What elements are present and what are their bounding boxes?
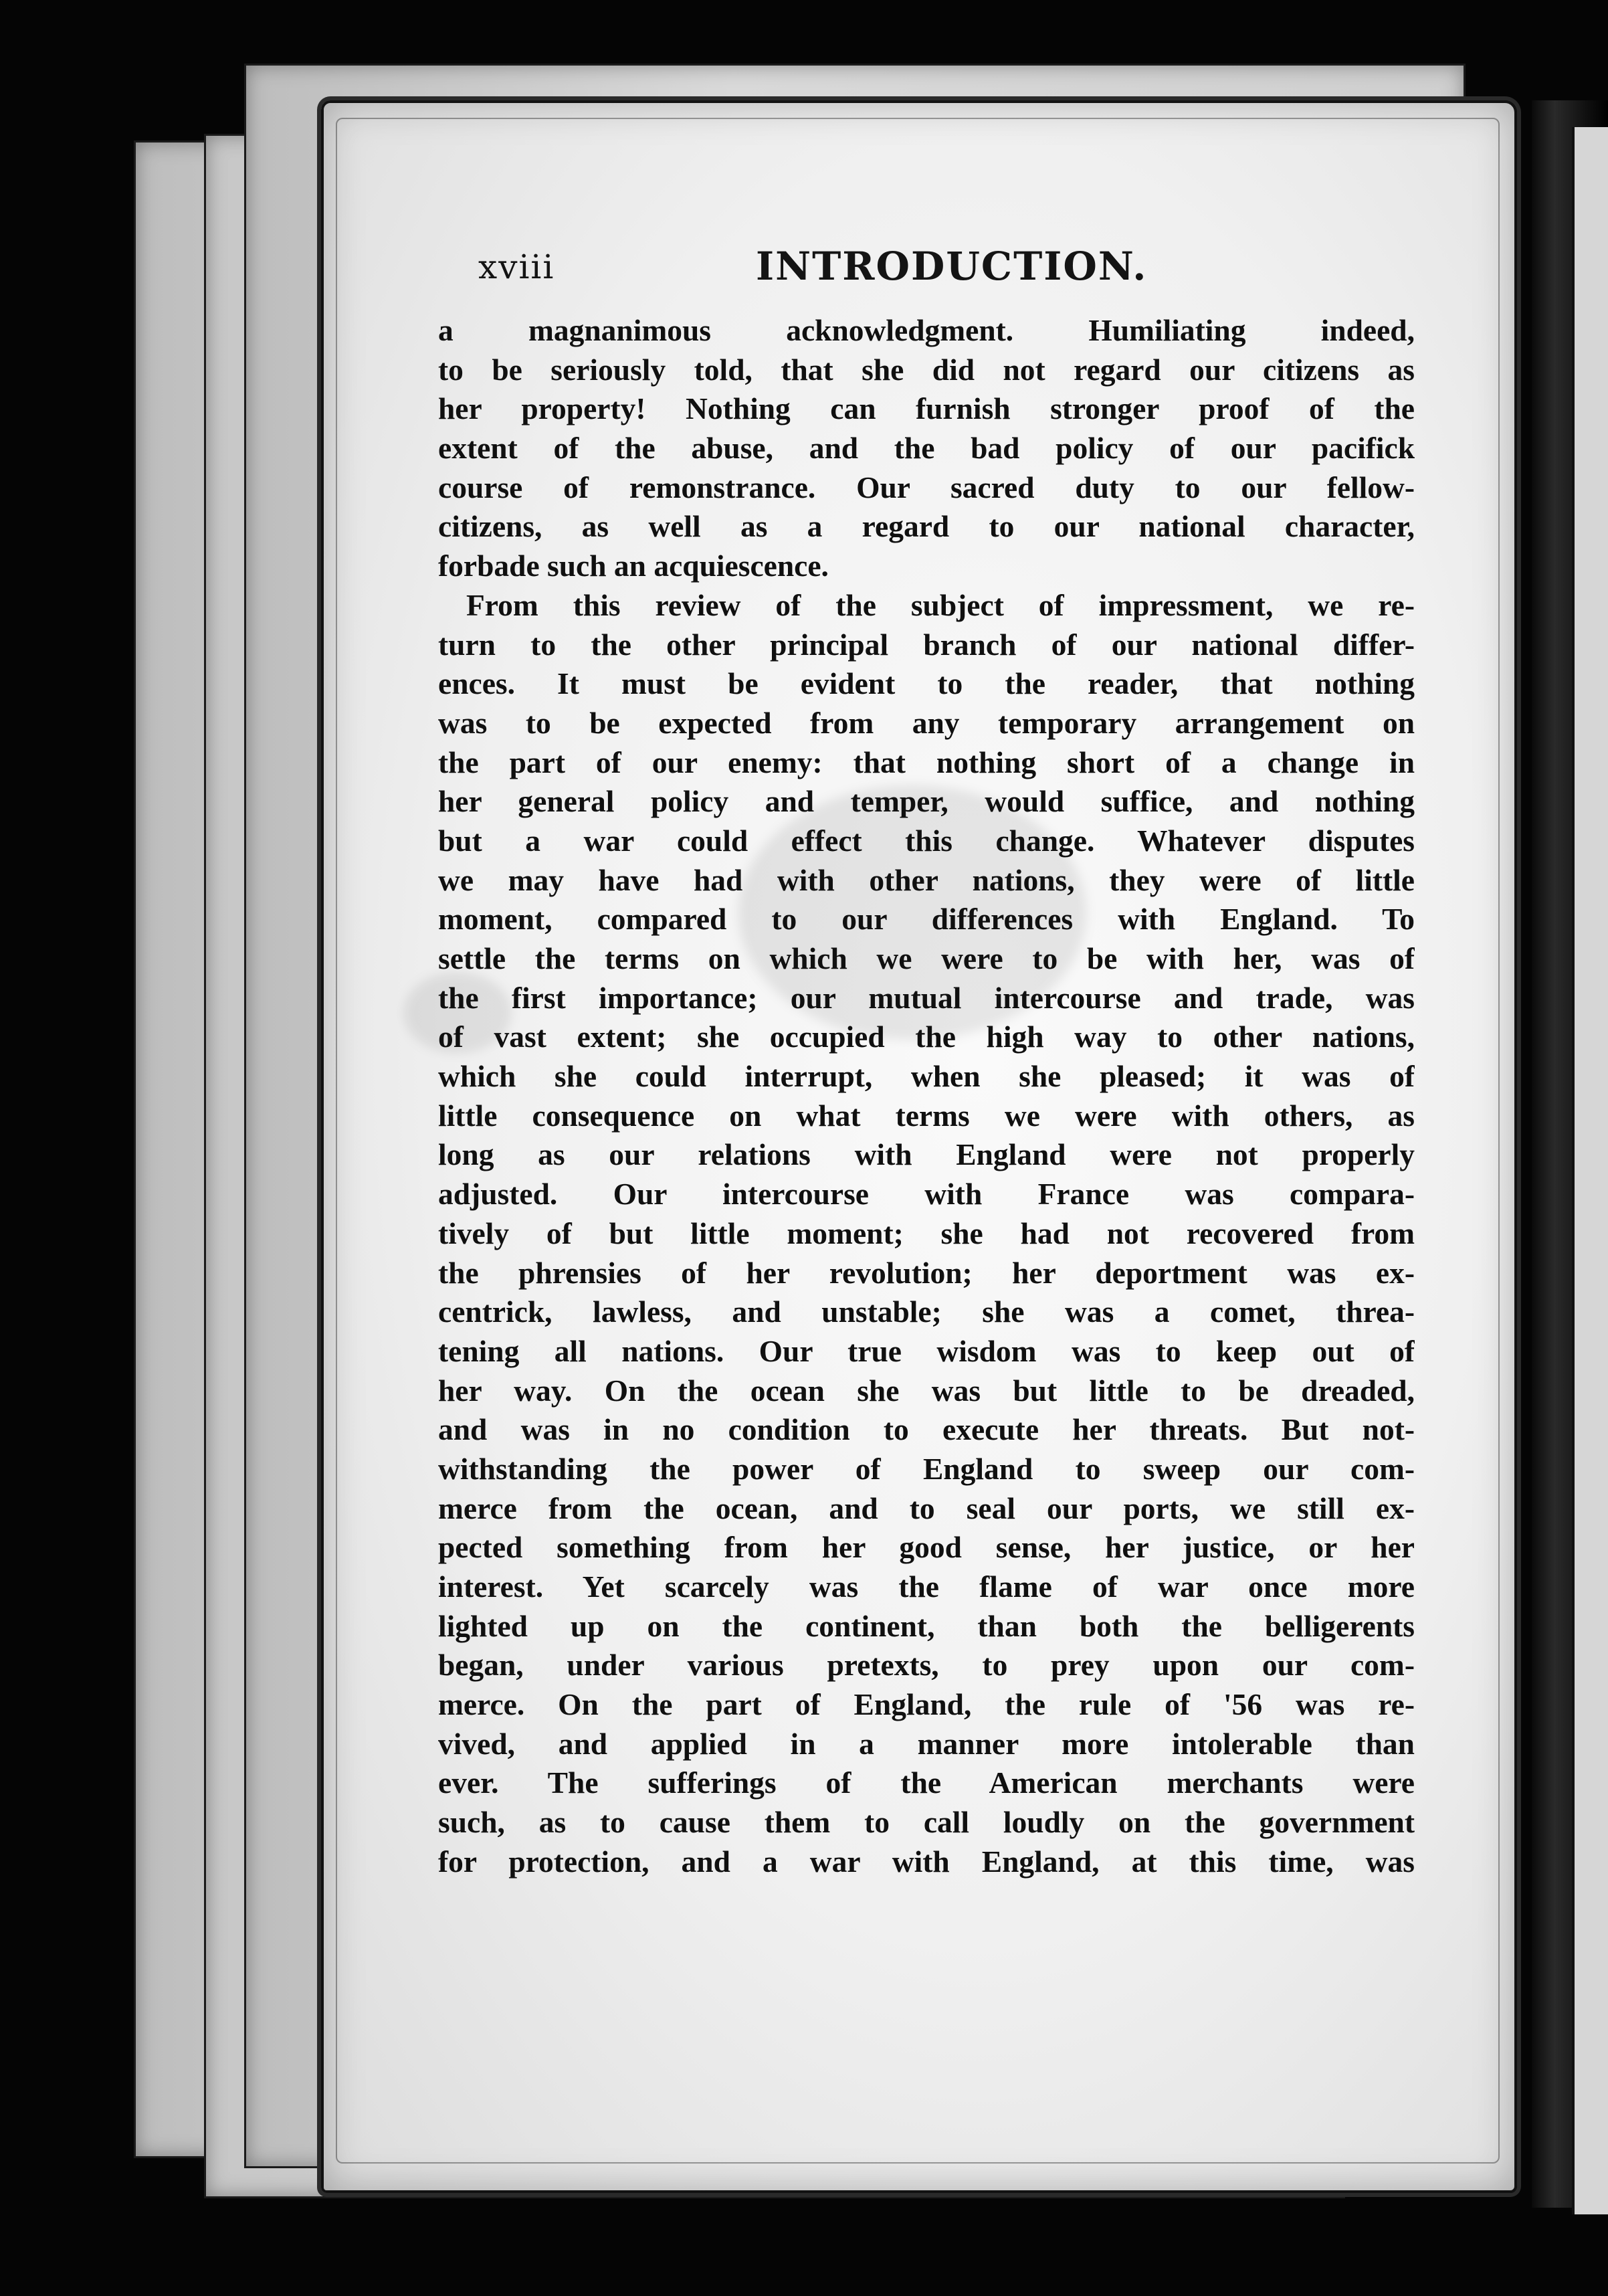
running-title: INTRODUCTION. <box>756 244 1148 289</box>
text-line: centrick, lawless, and unstable; she was a comet, threa- <box>438 1295 1415 1329</box>
text-line: her property! Nothing can furnish stronger proof of the <box>438 391 1415 426</box>
text-line: merce from the ocean, and to seal our ports, we still ex- <box>438 1491 1415 1525</box>
text-line: to be seriously told, that she did not regard our citizens as <box>438 352 1415 387</box>
text-line: for protection, and a war with England, at this time, was <box>438 1844 1415 1879</box>
text-line: course of remonstrance. Our sacred duty to our fellow- <box>438 470 1415 504</box>
text-line: tively of but little moment; she had not recovered from <box>438 1216 1415 1250</box>
running-head <box>478 244 1415 294</box>
text-line: long as our relations with England were not properly <box>438 1137 1415 1172</box>
text-line: we may have had with other nations, they were of little <box>438 862 1415 897</box>
text-line: such, as to cause them to call loudly on the government <box>438 1805 1415 1840</box>
text-line: ences. It must be evident to the reader, that nothing <box>438 666 1415 701</box>
text-line: lighted up on the continent, than both the belligerents <box>438 1608 1415 1643</box>
text-line: which she could interrupt, when she pleased; it was of <box>438 1059 1415 1094</box>
text-line: From this review of the subject of impressment, we re- <box>466 587 1415 622</box>
text-line: citizens, as well as a regard to our national character, <box>438 509 1415 544</box>
text-line: ever. The sufferings of the American merchants were <box>438 1765 1415 1800</box>
text-line: her way. On the ocean she was but little to be dreaded, <box>438 1373 1415 1408</box>
text-line: tening all nations. Our true wisdom was to keep out of <box>438 1333 1415 1368</box>
text-line: turn to the other principal branch of our national differ- <box>438 627 1415 662</box>
text-line: the part of our enemy: that nothing short of a change in <box>438 745 1415 779</box>
text-line: the phrensies of her revolution; her deportment was ex- <box>438 1255 1415 1290</box>
text-line: a magnanimous acknowledgment. Humiliating indeed, <box>438 313 1415 347</box>
text-line: vived, and applied in a manner more intolerable than <box>438 1726 1415 1761</box>
text-line: and was in no condition to execute her threats. But not- <box>438 1412 1415 1447</box>
text-line: withstanding the power of England to sweep our com- <box>438 1451 1415 1486</box>
text-line: settle the terms on which we were to be with her, was of <box>438 941 1415 975</box>
adjacent-page-edge <box>1572 127 1608 2214</box>
text-line: moment, compared to our differences with England. To <box>438 902 1415 937</box>
text-line: was to be expected from any temporary arrangement on <box>438 705 1415 740</box>
text-line: extent of the abuse, and the bad policy of our pacifick <box>438 431 1415 466</box>
text-line: little consequence on what terms we were with others, as <box>438 1098 1415 1133</box>
text-line: her general policy and temper, would suffice, and nothing <box>438 784 1415 819</box>
text-line: but a war could effect this change. Whatever disputes <box>438 823 1415 858</box>
text-line: the first importance; our mutual intercourse and trade, was <box>438 980 1415 1015</box>
body-text <box>438 311 1415 1882</box>
text-line: adjusted. Our intercourse with France was compara- <box>438 1177 1415 1212</box>
text-line: of vast extent; she occupied the high way to other nations, <box>438 1020 1415 1054</box>
page-number: xviii <box>478 248 555 286</box>
text-line: began, under various pretexts, to prey upon our com- <box>438 1648 1415 1683</box>
text-line: interest. Yet scarcely was the flame of war once more <box>438 1569 1415 1604</box>
text-line: pected something from her good sense, her justice, or her <box>438 1530 1415 1565</box>
text-line: merce. On the part of England, the rule of '56 was re- <box>438 1687 1415 1722</box>
text-line: forbade such an acquiescence. <box>438 549 829 583</box>
